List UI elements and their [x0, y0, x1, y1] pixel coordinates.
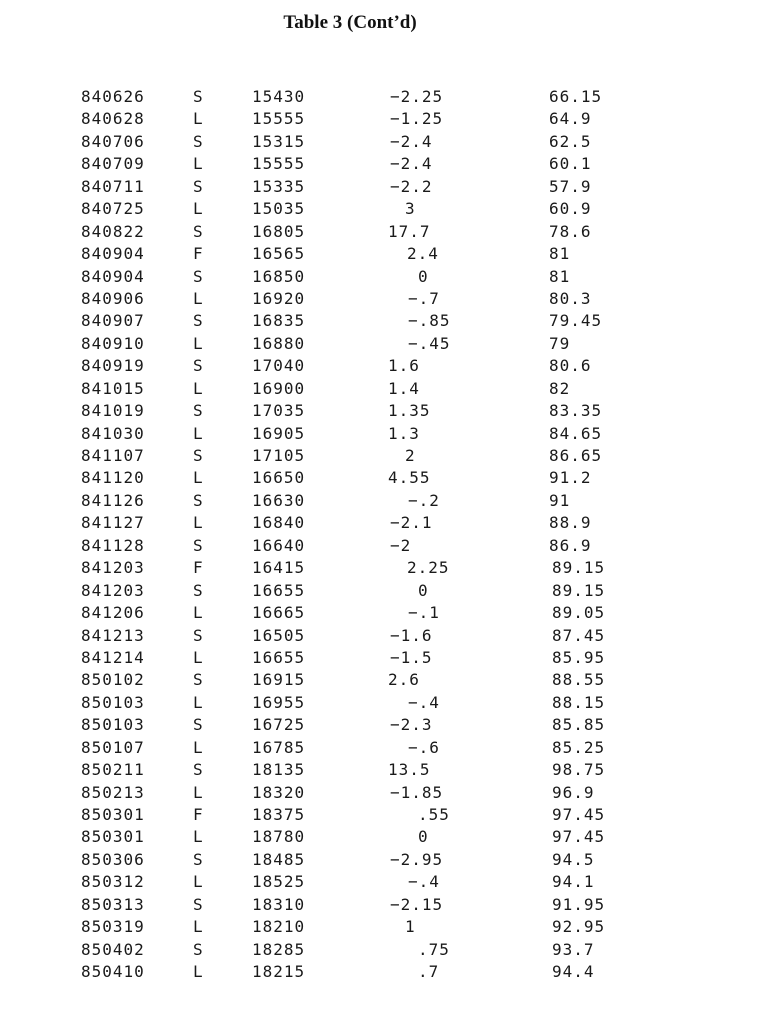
date-cell: 840706: [81, 131, 145, 151]
type-cell: L: [193, 199, 204, 219]
cumulative-cell: 98.75: [552, 760, 606, 780]
cumulative-cell: 80.6: [549, 356, 592, 376]
type-cell: S: [193, 356, 204, 376]
table-row: [0, 894, 758, 916]
table-row: [0, 535, 758, 557]
cumulative-cell: 94.1: [552, 872, 595, 892]
date-cell: 850410: [81, 962, 145, 982]
type-cell: S: [193, 939, 204, 959]
cumulative-cell: 84.65: [549, 423, 603, 443]
type-cell: L: [193, 603, 204, 623]
cumulative-cell: 86.65: [549, 446, 603, 465]
table-row: [0, 916, 758, 938]
cumulative-cell: 96.9: [552, 782, 595, 802]
change-cell: −.7: [408, 288, 440, 308]
table-row: [0, 333, 758, 355]
type-cell: S: [193, 221, 204, 241]
price-cell: 16725: [252, 715, 306, 735]
page-title: Table 3 (Cont’d): [283, 12, 417, 33]
price-cell: 16630: [252, 490, 306, 510]
change-cell: 0: [418, 827, 429, 847]
type-cell: L: [193, 378, 204, 398]
cumulative-cell: 83.35: [549, 401, 603, 421]
cumulative-cell: 89.05: [552, 603, 606, 623]
cumulative-cell: 85.25: [552, 737, 606, 757]
cumulative-cell: 81: [549, 244, 571, 264]
change-cell: 2.25: [407, 558, 450, 578]
date-cell: 840906: [81, 288, 145, 308]
table-row: [0, 153, 758, 175]
cumulative-cell: 78.6: [549, 221, 592, 241]
date-cell: 840904: [81, 244, 145, 264]
type-cell: L: [193, 962, 204, 982]
price-cell: 16655: [252, 580, 306, 600]
change-cell: −2.3: [390, 715, 433, 735]
table-row: [0, 355, 758, 377]
change-cell: −1.25: [390, 109, 444, 129]
date-cell: 850213: [81, 782, 145, 802]
cumulative-cell: 88.55: [552, 670, 606, 690]
type-cell: S: [193, 176, 204, 196]
table-row: [0, 826, 758, 848]
change-cell: −2.1: [390, 513, 433, 533]
cumulative-cell: 93.7: [552, 939, 595, 959]
price-cell: 18135: [252, 760, 306, 780]
table-row: [0, 961, 758, 983]
price-cell: 16900: [252, 378, 306, 398]
date-cell: 850103: [81, 715, 145, 735]
price-cell: 15555: [252, 154, 306, 174]
price-cell: 17105: [252, 446, 306, 465]
change-cell: 4.55: [388, 468, 431, 488]
cumulative-cell: 80.3: [549, 288, 592, 308]
change-cell: −2.4: [390, 131, 433, 151]
type-cell: L: [193, 917, 204, 937]
price-cell: 16850: [252, 266, 306, 286]
cumulative-cell: 85.95: [552, 647, 606, 667]
change-cell: −.1: [408, 603, 440, 623]
cumulative-cell: 94.4: [552, 962, 595, 982]
date-cell: 841120: [81, 468, 145, 488]
price-cell: 16915: [252, 670, 306, 690]
change-cell: −2.95: [390, 849, 444, 869]
table-row: [0, 423, 758, 445]
price-cell: 18780: [252, 827, 306, 847]
price-cell: 16640: [252, 535, 306, 555]
type-cell: F: [193, 244, 204, 264]
price-cell: 18285: [252, 939, 306, 959]
type-cell: S: [193, 490, 204, 510]
table-row: [0, 467, 758, 489]
table-row: [0, 378, 758, 400]
table-row: [0, 86, 758, 108]
table-row: [0, 266, 758, 288]
cumulative-cell: 82: [549, 378, 571, 398]
table-row: [0, 692, 758, 714]
cumulative-cell: 64.9: [549, 109, 592, 129]
type-cell: S: [193, 401, 204, 421]
date-cell: 840919: [81, 356, 145, 376]
price-cell: 16805: [252, 221, 306, 241]
cumulative-cell: 89.15: [552, 580, 606, 600]
table-row: [0, 647, 758, 669]
cumulative-cell: 91.2: [549, 468, 592, 488]
cumulative-cell: 85.85: [552, 715, 606, 735]
type-cell: L: [193, 288, 204, 308]
type-cell: L: [193, 782, 204, 802]
type-cell: S: [193, 894, 204, 914]
table-row: [0, 871, 758, 893]
date-cell: 850402: [81, 939, 145, 959]
date-cell: 850301: [81, 805, 145, 824]
table-row: [0, 849, 758, 871]
price-cell: 16505: [252, 625, 306, 645]
change-cell: 1.35: [388, 401, 431, 421]
table-row: [0, 759, 758, 781]
type-cell: L: [193, 737, 204, 757]
cumulative-cell: 92.95: [552, 917, 606, 937]
change-cell: −.4: [408, 872, 440, 892]
date-cell: 840709: [81, 154, 145, 174]
type-cell: L: [193, 468, 204, 488]
type-cell: S: [193, 849, 204, 869]
type-cell: S: [193, 131, 204, 151]
type-cell: S: [193, 580, 204, 600]
change-cell: −.4: [408, 692, 440, 712]
cumulative-cell: 60.1: [549, 154, 592, 174]
cumulative-cell: 91: [549, 490, 571, 510]
change-cell: .55: [418, 805, 450, 824]
price-cell: 16840: [252, 513, 306, 533]
date-cell: 841126: [81, 490, 145, 510]
price-cell: 18215: [252, 962, 306, 982]
date-cell: 840725: [81, 199, 145, 219]
table-row: [0, 310, 758, 332]
table-row: [0, 602, 758, 624]
date-cell: 850102: [81, 670, 145, 690]
type-cell: L: [193, 333, 204, 353]
table-row: [0, 198, 758, 220]
type-cell: S: [193, 760, 204, 780]
price-cell: 16880: [252, 333, 306, 353]
date-cell: 840822: [81, 221, 145, 241]
price-cell: 16650: [252, 468, 306, 488]
table-row: [0, 804, 758, 826]
change-cell: 1.6: [388, 356, 420, 376]
price-cell: 16905: [252, 423, 306, 443]
price-cell: 18210: [252, 917, 306, 937]
table-row: [0, 490, 758, 512]
cumulative-cell: 89.15: [552, 558, 606, 578]
price-cell: 17040: [252, 356, 306, 376]
change-cell: .75: [418, 939, 450, 959]
type-cell: S: [193, 266, 204, 286]
change-cell: 1.4: [388, 378, 420, 398]
price-cell: 16785: [252, 737, 306, 757]
table-row: [0, 625, 758, 647]
cumulative-cell: 94.5: [552, 849, 595, 869]
change-cell: 17.7: [388, 221, 431, 241]
cumulative-cell: 79.45: [549, 311, 603, 331]
price-cell: 18320: [252, 782, 306, 802]
date-cell: 841127: [81, 513, 145, 533]
price-cell: 15430: [252, 87, 306, 106]
date-cell: 841213: [81, 625, 145, 645]
date-cell: 840628: [81, 109, 145, 129]
date-cell: 850211: [81, 760, 145, 780]
change-cell: −1.85: [390, 782, 444, 802]
type-cell: S: [193, 446, 204, 465]
change-cell: −2.25: [390, 87, 444, 106]
type-cell: L: [193, 647, 204, 667]
date-cell: 840907: [81, 311, 145, 331]
date-cell: 850301: [81, 827, 145, 847]
date-cell: 841107: [81, 446, 145, 465]
table-row: [0, 221, 758, 243]
date-cell: 841214: [81, 647, 145, 667]
date-cell: 850103: [81, 692, 145, 712]
cumulative-cell: 66.15: [549, 87, 603, 106]
type-cell: L: [193, 692, 204, 712]
cumulative-cell: 62.5: [549, 131, 592, 151]
type-cell: S: [193, 535, 204, 555]
type-cell: L: [193, 513, 204, 533]
change-cell: 2.6: [388, 670, 420, 690]
change-cell: 3: [405, 199, 416, 219]
change-cell: 2.4: [407, 244, 439, 264]
cumulative-cell: 97.45: [552, 805, 606, 824]
table-row: [0, 288, 758, 310]
price-cell: 18310: [252, 894, 306, 914]
table-row: [0, 939, 758, 961]
date-cell: 850306: [81, 849, 145, 869]
table-row: [0, 131, 758, 153]
date-cell: 840904: [81, 266, 145, 286]
price-cell: 16835: [252, 311, 306, 331]
table-row: [0, 580, 758, 602]
cumulative-cell: 57.9: [549, 176, 592, 196]
change-cell: −2.15: [390, 894, 444, 914]
change-cell: −1.5: [390, 647, 433, 667]
table-row: [0, 400, 758, 422]
type-cell: L: [193, 423, 204, 443]
price-cell: 15035: [252, 199, 306, 219]
type-cell: S: [193, 670, 204, 690]
type-cell: S: [193, 311, 204, 331]
date-cell: 841203: [81, 558, 145, 578]
price-cell: 18485: [252, 849, 306, 869]
price-cell: 17035: [252, 401, 306, 421]
type-cell: L: [193, 872, 204, 892]
cumulative-cell: 79: [549, 333, 571, 353]
date-cell: 841030: [81, 423, 145, 443]
change-cell: 1: [405, 917, 416, 937]
table-row: [0, 176, 758, 198]
table-row: [0, 714, 758, 736]
table-row: [0, 512, 758, 534]
date-cell: 850313: [81, 894, 145, 914]
change-cell: −.6: [408, 737, 440, 757]
change-cell: 1.3: [388, 423, 420, 443]
table-row: [0, 108, 758, 130]
change-cell: 2: [405, 446, 416, 465]
price-cell: 16665: [252, 603, 306, 623]
date-cell: 840711: [81, 176, 145, 196]
price-cell: 15555: [252, 109, 306, 129]
cumulative-cell: 60.9: [549, 199, 592, 219]
change-cell: −.45: [408, 333, 451, 353]
price-cell: 16920: [252, 288, 306, 308]
date-cell: 840910: [81, 333, 145, 353]
date-cell: 850312: [81, 872, 145, 892]
date-cell: 840626: [81, 87, 145, 106]
date-cell: 841203: [81, 580, 145, 600]
date-cell: 841015: [81, 378, 145, 398]
change-cell: 13.5: [388, 760, 431, 780]
table-row: [0, 445, 758, 467]
price-cell: 16655: [252, 647, 306, 667]
table-row: [0, 669, 758, 691]
cumulative-cell: 88.15: [552, 692, 606, 712]
price-cell: 18525: [252, 872, 306, 892]
type-cell: S: [193, 625, 204, 645]
change-cell: 0: [418, 580, 429, 600]
type-cell: S: [193, 715, 204, 735]
type-cell: L: [193, 109, 204, 129]
type-cell: S: [193, 87, 204, 106]
date-cell: 841206: [81, 603, 145, 623]
price-cell: 18375: [252, 805, 306, 824]
cumulative-cell: 87.45: [552, 625, 606, 645]
change-cell: −2: [390, 535, 412, 555]
type-cell: F: [193, 558, 204, 578]
price-cell: 16955: [252, 692, 306, 712]
change-cell: −2.4: [390, 154, 433, 174]
price-cell: 16415: [252, 558, 306, 578]
change-cell: −.2: [408, 490, 440, 510]
change-cell: −2.2: [390, 176, 433, 196]
change-cell: −.85: [408, 311, 451, 331]
type-cell: L: [193, 154, 204, 174]
date-cell: 841019: [81, 401, 145, 421]
date-cell: 841128: [81, 535, 145, 555]
cumulative-cell: 88.9: [549, 513, 592, 533]
table-row: [0, 737, 758, 759]
cumulative-cell: 97.45: [552, 827, 606, 847]
data-table: [0, 86, 758, 984]
type-cell: L: [193, 827, 204, 847]
price-cell: 15335: [252, 176, 306, 196]
change-cell: 0: [418, 266, 429, 286]
date-cell: 850319: [81, 917, 145, 937]
price-cell: 15315: [252, 131, 306, 151]
cumulative-cell: 81: [549, 266, 571, 286]
change-cell: −1.6: [390, 625, 433, 645]
cumulative-cell: 91.95: [552, 894, 606, 914]
change-cell: .7: [418, 962, 440, 982]
price-cell: 16565: [252, 244, 306, 264]
table-row: [0, 243, 758, 265]
date-cell: 850107: [81, 737, 145, 757]
table-row: [0, 557, 758, 579]
type-cell: F: [193, 805, 204, 824]
table-row: [0, 782, 758, 804]
cumulative-cell: 86.9: [549, 535, 592, 555]
